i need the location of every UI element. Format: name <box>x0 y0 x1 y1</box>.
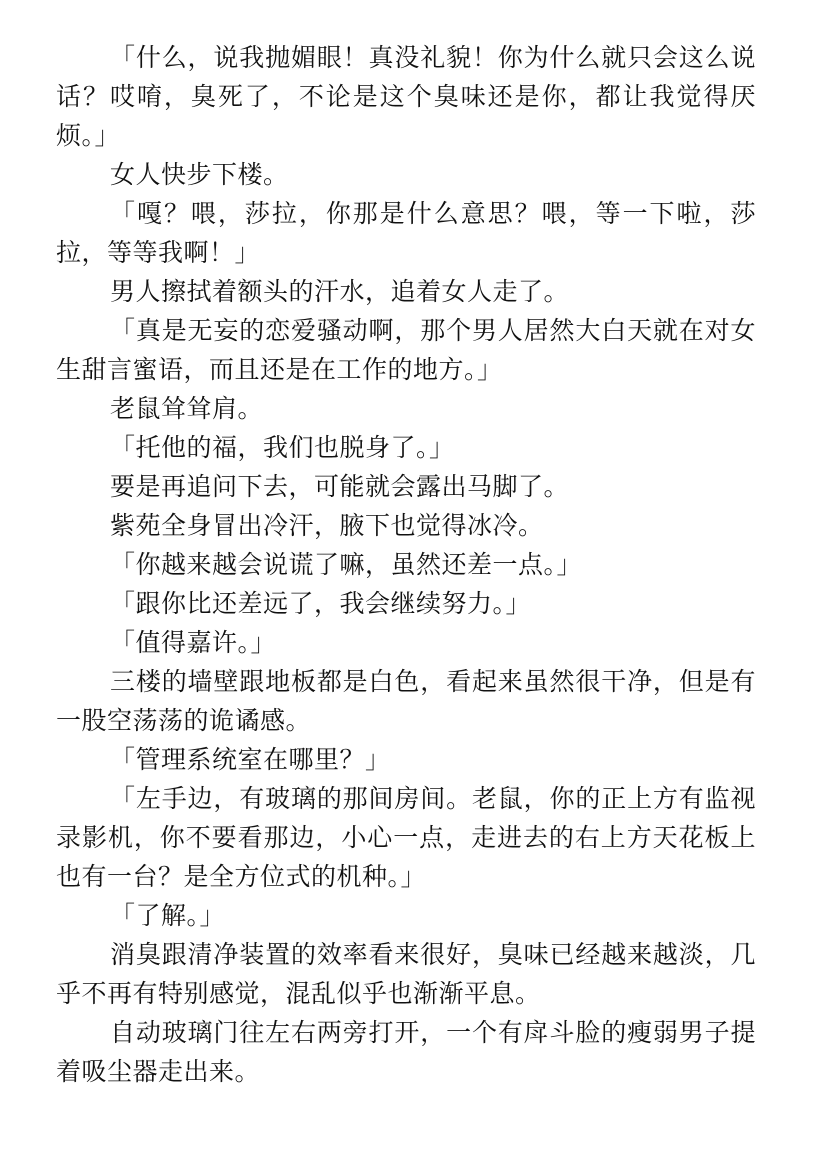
paragraph: 三楼的墙壁跟地板都是白色，看起来虽然很干净，但是有一股空荡荡的诡谲感。 <box>56 667 756 735</box>
paragraph: 女人快步下楼。 <box>110 160 289 189</box>
paragraph: 「真是无妄的恋爱骚动啊，那个男人居然大白天就在对女生甜言蜜语，而且还是在工作的地方。」 <box>56 316 756 384</box>
paragraph: 「托他的福，我们也脱身了。」 <box>110 433 455 462</box>
novel-page <box>56 38 756 1091</box>
paragraph: 「左手边，有玻璃的那间房间。老鼠，你的正上方有监视录影机，你不要看那边，小心一点，走进去的右上方天花板上也有一台？是全方位式的机种。」 <box>56 784 756 891</box>
paragraph: 老鼠耸耸肩。 <box>110 394 264 423</box>
paragraph: 「你越来越会说谎了嘛，虽然还差一点。」 <box>110 550 583 579</box>
paragraph: 紫苑全身冒出冷汗，腋下也觉得冰冷。 <box>110 511 544 540</box>
paragraph: 自动玻璃门往左右两旁打开，一个有戽斗脸的瘦弱男子提着吸尘器走出来。 <box>56 1018 756 1086</box>
paragraph: 「跟你比还差远了，我会继续努力。」 <box>110 589 532 618</box>
paragraph: 男人擦拭着额头的汗水，追着女人走了。 <box>110 277 570 306</box>
paragraph: 「管理系统室在哪里？」 <box>110 745 391 774</box>
paragraph: 要是再追问下去，可能就会露出马脚了。 <box>110 472 570 501</box>
paragraph: 「了解。」 <box>110 901 226 930</box>
paragraph: 「嘎？喂，莎拉，你那是什么意思？喂，等一下啦，莎拉，等等我啊！」 <box>56 199 756 267</box>
paragraph: 消臭跟清净装置的效率看来很好，臭味已经越来越淡，几乎不再有特别感觉，混乱似乎也渐渐平息。 <box>56 940 756 1008</box>
paragraph: 「值得嘉许。」 <box>110 628 277 657</box>
paragraph: 「什么，说我抛媚眼！真没礼貌！你为什么就只会这么说话？哎唷，臭死了，不论是这个臭味还是你，都让我觉得厌烦。」 <box>56 43 756 150</box>
